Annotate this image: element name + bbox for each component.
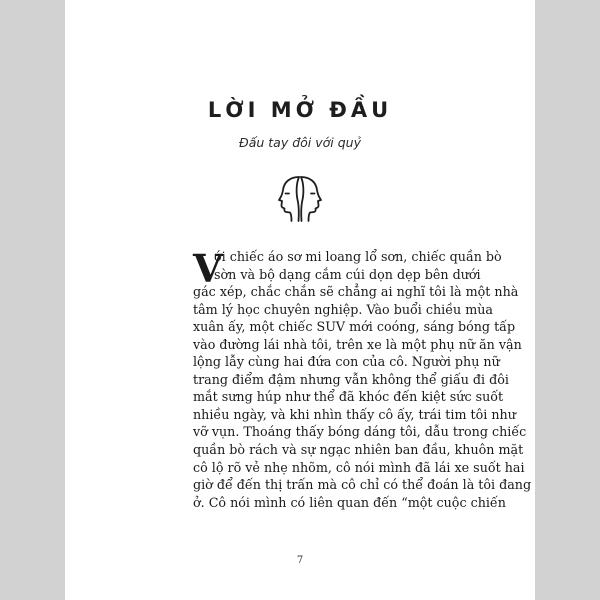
body-line: tâm lý học chuyên nghiệp. Vào buổi chiều mùa — [193, 301, 493, 317]
left-face-outline — [279, 177, 299, 221]
body-line: mắt sưng húp như thể đã khóc đến kiệt sức suốt — [193, 389, 504, 405]
body-line: quần bò rách và sự ngạc nhiên ban đầu, khuôn mặt — [193, 442, 524, 458]
body-line: nhiều ngày, và khi nhìn thấy cô ấy, trái tim tôi như — [193, 406, 516, 422]
body-line: vào đường lái nhà tôi, trên xe là một phụ nữ ăn vận — [193, 336, 522, 352]
body-line: sờn và bộ dạng cắm cúi dọn dẹp bên dưới — [214, 266, 481, 282]
page-number: 7 — [296, 555, 304, 566]
chapter-title: LỜI MỞ ĐẦU — [207, 98, 393, 122]
body-line: trang điểm đậm nhưng vẫn không thể giấu đi đôi — [193, 371, 509, 387]
right-face-outline — [301, 177, 321, 221]
book-page — [65, 0, 535, 600]
body-line: cô lộ rõ vẻ nhẹ nhõm, cô nói mình đã lái xe suốt hai — [193, 459, 525, 475]
body-line: gác xép, chắc chắn sẽ chẳng ai nghĩ tôi là một nhà — [193, 284, 519, 300]
drop-cap: V — [193, 246, 223, 291]
body-line: giờ để đến thị trấn mà cô chỉ có thể đoán là tôi đang — [193, 477, 532, 493]
chapter-subtitle: Đấu tay đôi với quỷ — [239, 135, 361, 150]
body-line: ới chiếc áo sơ mi loang lổ sơn, chiếc quần bò — [214, 249, 502, 264]
body-line: lộng lẫy cùng hai đứa con của cô. Người phụ nữ — [193, 354, 500, 370]
body-line: vỡ vụn. Thoáng thấy bóng dáng tôi, dẫu trong chiếc — [193, 424, 527, 440]
head-divide — [297, 177, 299, 221]
two-faces-icon — [272, 174, 328, 224]
body-line: ở. Cô nói mình có liên quan đến “một cuộc chiến — [193, 494, 506, 510]
body-line: xuân ấy, một chiếc SUV mới coóng, sáng bóng tấp — [193, 319, 516, 335]
body-text — [193, 248, 532, 511]
